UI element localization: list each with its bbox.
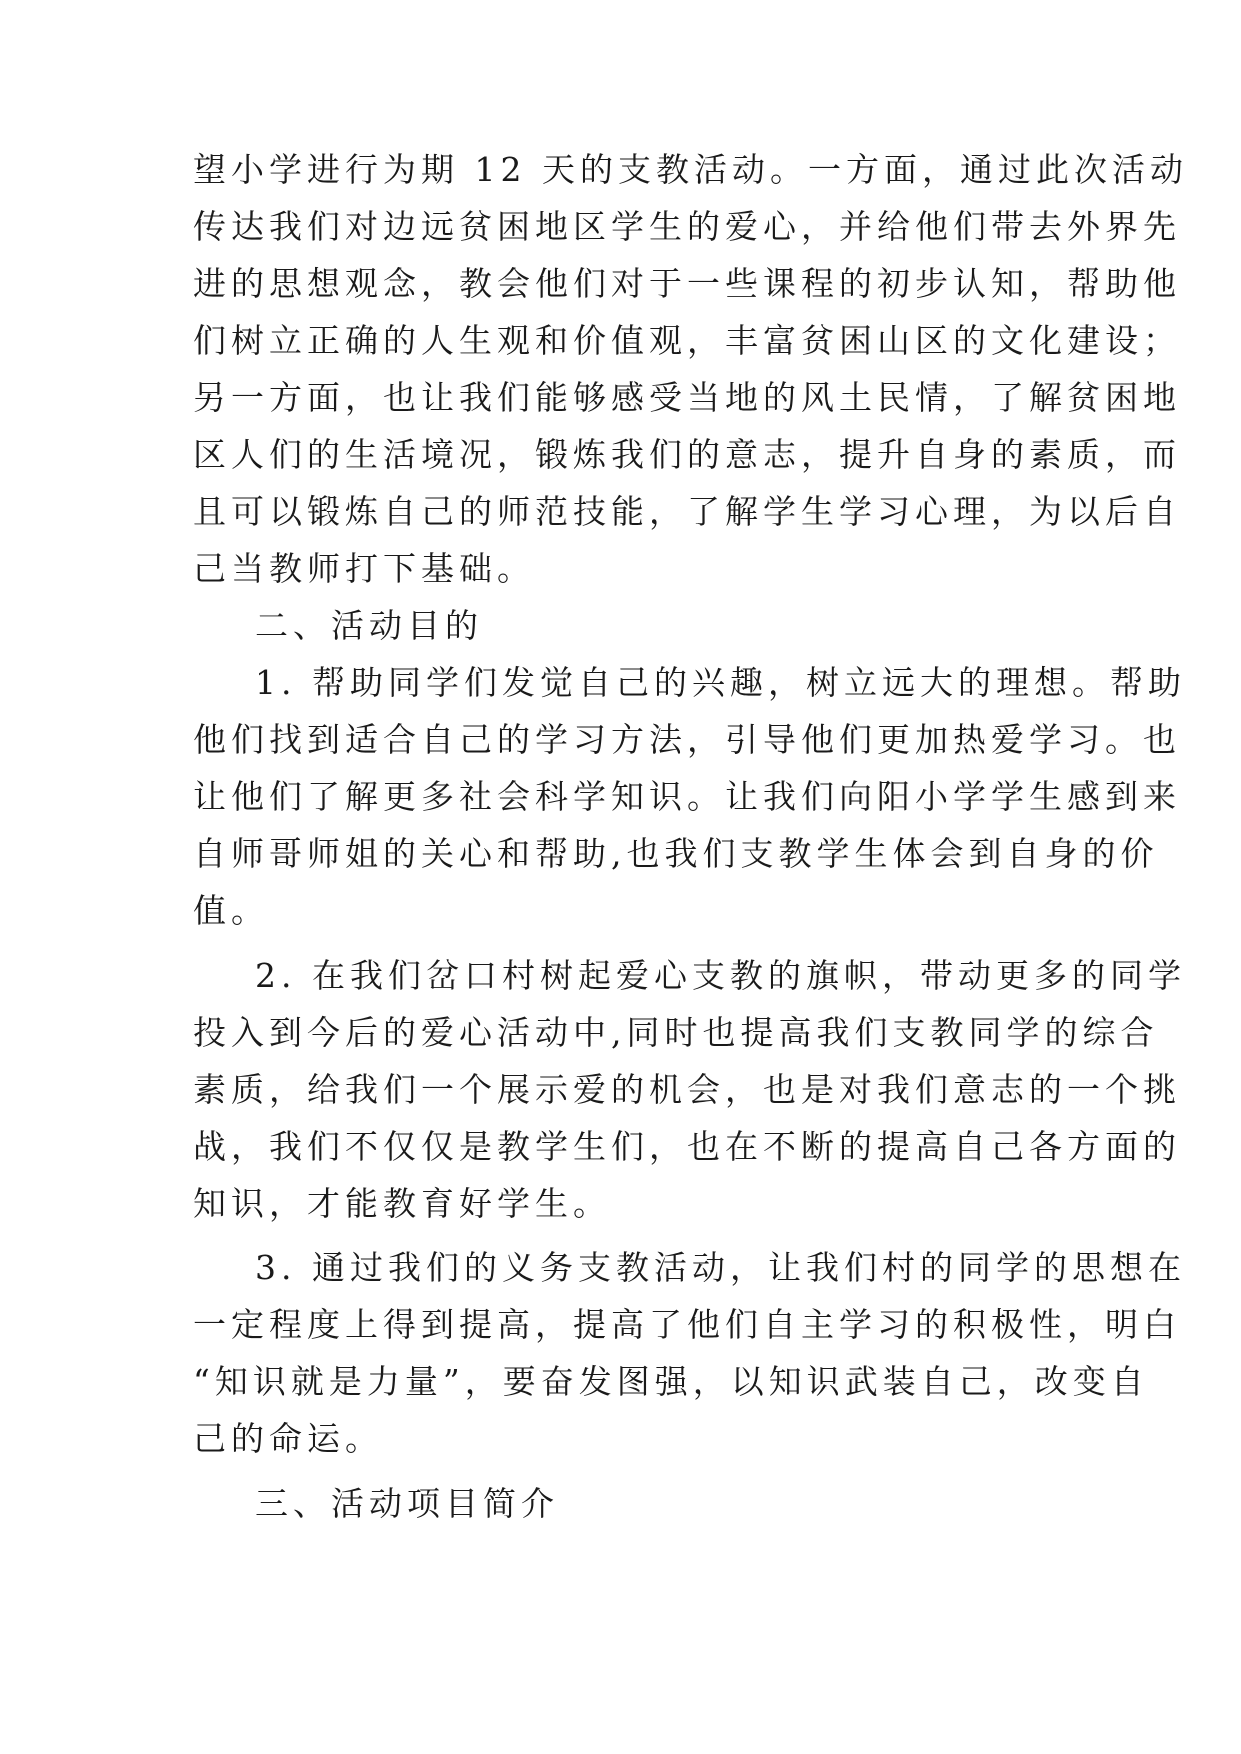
text-line: 进的思想观念，教会他们对于一些课程的初步认知，帮助他 (193, 264, 1181, 303)
text-line: 另一方面，也让我们能够感受当地的风土民情，了解贫困地 (193, 378, 1181, 417)
text-line: 投入到今后的爱心活动中,同时也提高我们支教同学的综合 (193, 1013, 1159, 1052)
section-heading: 三、活动项目简介 (255, 1484, 559, 1523)
text-line: 望小学进行为期 12 天的支教活动。一方面，通过此次活动 (193, 150, 1188, 189)
section-heading: 二、活动目的 (255, 606, 483, 645)
text-line: 且可以锻炼自己的师范技能，了解学生学习心理，为以后自 (193, 492, 1181, 531)
text-line: 区人们的生活境况，锻炼我们的意志，提升自身的素质，而 (193, 435, 1181, 474)
text-line: 己当教师打下基础。 (193, 549, 535, 588)
text-line: 1. 帮助同学们发觉自己的兴趣，树立远大的理想。帮助 (255, 663, 1186, 702)
text-line: 3. 通过我们的义务支教活动，让我们村的同学的思想在 (255, 1248, 1186, 1287)
text-line: “知识就是力量”，要奋发图强，以知识武装自己，改变自 (193, 1362, 1149, 1401)
text-line: 知识，才能教育好学生。 (193, 1184, 611, 1223)
text-line: 让他们了解更多社会科学知识。让我们向阳小学学生感到来 (193, 777, 1181, 816)
text-line: 值。 (193, 891, 269, 930)
text-line: 战，我们不仅仅是教学生们，也在不断的提高自己各方面的 (193, 1127, 1181, 1166)
text-line: 素质，给我们一个展示爱的机会，也是对我们意志的一个挑 (193, 1070, 1181, 1109)
text-line: 传达我们对边远贫困地区学生的爱心，并给他们带去外界先 (193, 207, 1181, 246)
text-line: 他们找到适合自己的学习方法，引导他们更加热爱学习。也 (193, 720, 1181, 759)
text-line: 2. 在我们岔口村树起爱心支教的旗帜，带动更多的同学 (255, 956, 1186, 995)
text-line: 己的命运。 (193, 1419, 383, 1458)
text-line: 一定程度上得到提高，提高了他们自主学习的积极性，明白 (193, 1305, 1181, 1344)
text-line: 们树立正确的人生观和价值观，丰富贫困山区的文化建设； (193, 321, 1181, 360)
text-line: 自师哥师姐的关心和帮助,也我们支教学生体会到自身的价 (193, 834, 1159, 873)
